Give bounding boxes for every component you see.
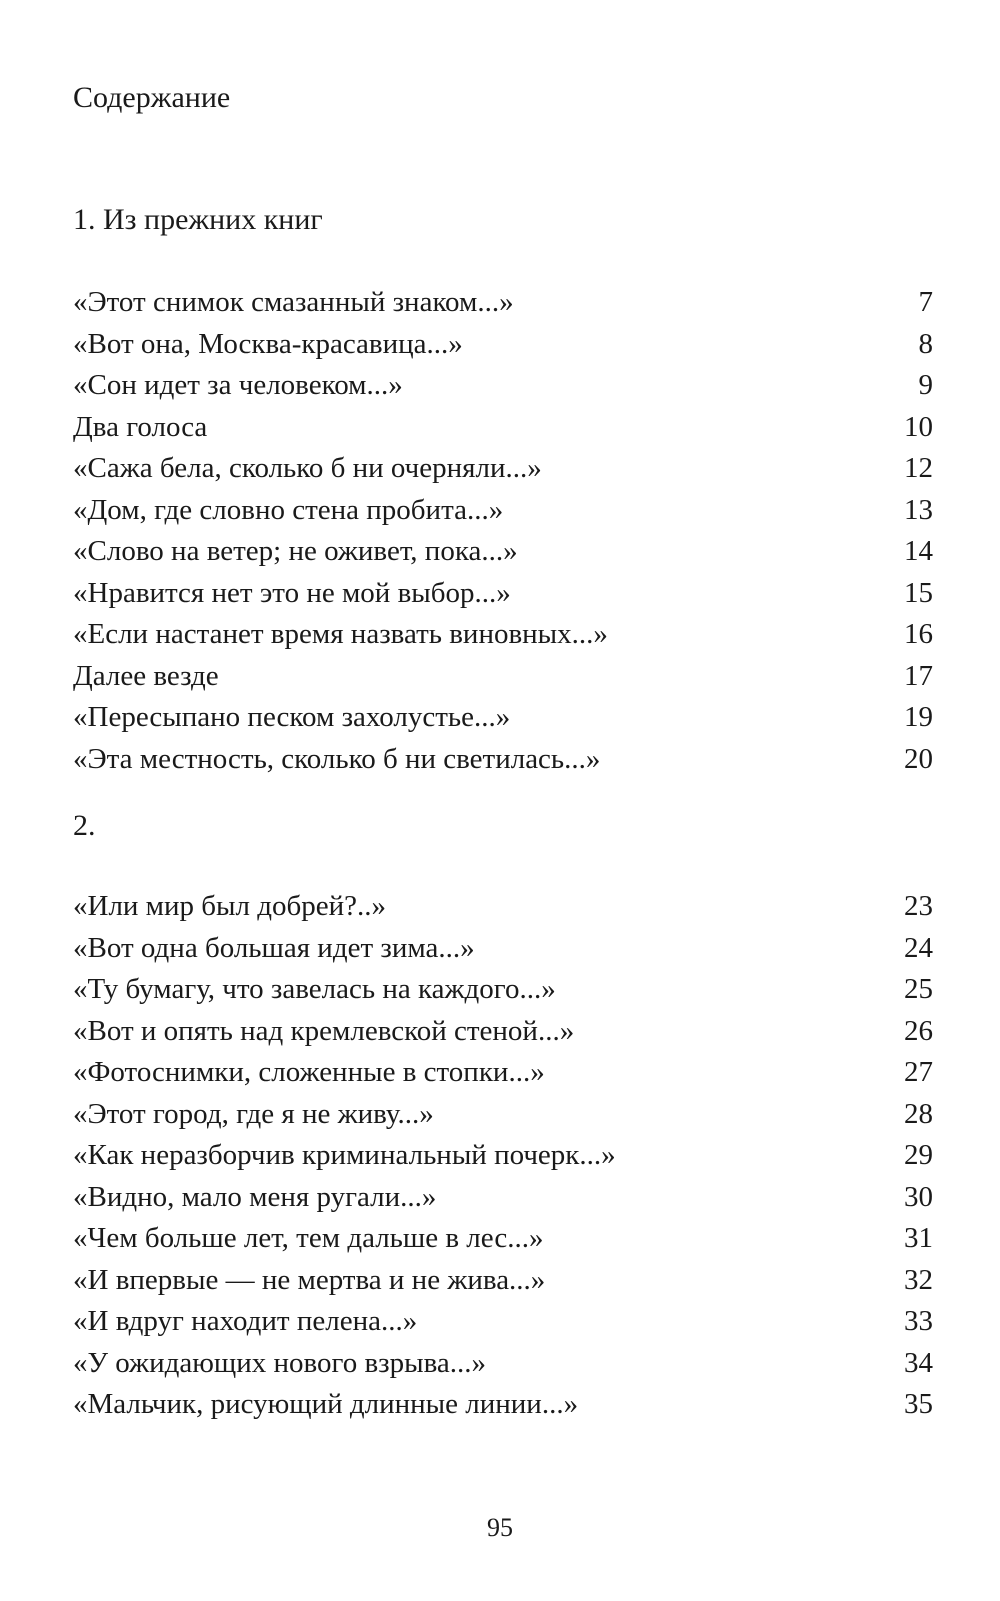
toc-entry-title: «Этот город, где я не живу...» bbox=[73, 1097, 434, 1130]
toc-entry-page: 23 bbox=[904, 890, 933, 922]
toc-entry-page: 15 bbox=[904, 576, 933, 609]
toc-entry bbox=[73, 886, 933, 928]
toc-entry bbox=[73, 928, 933, 970]
toc-entry-title: «И впервые — не мертва и не жива...» bbox=[73, 1263, 546, 1296]
toc-entry-page: 26 bbox=[904, 1014, 933, 1047]
toc-entry bbox=[73, 969, 933, 1011]
toc-entry bbox=[73, 739, 933, 781]
toc-entry-page: 8 bbox=[918, 327, 933, 360]
toc-entry bbox=[73, 1384, 933, 1426]
toc-entry bbox=[73, 614, 933, 656]
toc-entry bbox=[73, 1343, 933, 1385]
section-heading: 1. Из прежних книг bbox=[73, 203, 323, 236]
toc-entry bbox=[73, 1218, 933, 1260]
toc-entry bbox=[73, 697, 933, 739]
toc-entry bbox=[73, 1177, 933, 1219]
toc-entry-page: 28 bbox=[904, 1097, 933, 1130]
toc-entry bbox=[73, 490, 933, 532]
toc-entry-title: «Этот снимок смазанный знаком...» bbox=[73, 286, 514, 318]
toc-entry bbox=[73, 573, 933, 615]
toc-entry bbox=[73, 448, 933, 490]
toc-entry-page: 12 bbox=[904, 452, 933, 484]
toc-entry-page: 34 bbox=[904, 1346, 933, 1379]
section-heading: 2. bbox=[73, 809, 96, 842]
toc-entry bbox=[73, 531, 933, 573]
toc-entry-page: 10 bbox=[904, 410, 933, 443]
toc-entry-title: «Ту бумагу, что завелась на каждого...» bbox=[73, 973, 556, 1005]
toc-entry-page: 9 bbox=[918, 369, 933, 401]
toc-entry-title: «Эта местность, сколько б ни светилась...» bbox=[73, 742, 601, 775]
toc-entry-page: 30 bbox=[904, 1180, 933, 1213]
toc-entry bbox=[73, 324, 933, 366]
toc-entry-title: «И вдруг находит пелена...» bbox=[73, 1305, 418, 1337]
toc-entry-title: «Чем больше лет, тем дальше в лес...» bbox=[73, 1222, 544, 1254]
toc-entry bbox=[73, 1011, 933, 1053]
toc-entry-page: 13 bbox=[904, 493, 933, 526]
toc-entry-page: 17 bbox=[904, 659, 933, 692]
toc-entry bbox=[73, 407, 933, 449]
toc-entry-title: «Сон идет за человеком...» bbox=[73, 369, 403, 401]
toc-entry bbox=[73, 1052, 933, 1094]
toc-list bbox=[73, 282, 933, 780]
toc-entry-title: Два голоса bbox=[73, 410, 208, 443]
toc-entry-title: «Видно, мало меня ругали...» bbox=[73, 1180, 437, 1213]
page-title: Содержание bbox=[73, 81, 231, 114]
toc-entry-page: 33 bbox=[904, 1305, 933, 1337]
toc-entry-title: «Слово на ветер; не оживет, пока...» bbox=[73, 535, 518, 567]
toc-entry-title: «Пересыпано песком захолустье...» bbox=[73, 701, 511, 733]
toc-entry-page: 24 bbox=[904, 931, 933, 964]
toc-entry-title: «Дом, где словно стена пробита...» bbox=[73, 493, 504, 526]
toc-entry-title: «Мальчик, рисующий длинные линии...» bbox=[73, 1388, 579, 1420]
toc-entry-page: 31 bbox=[904, 1222, 933, 1254]
toc-entry-page: 14 bbox=[904, 535, 933, 567]
book-page bbox=[73, 0, 933, 1601]
toc-entry-title: «Как неразборчив криминальный почерк...» bbox=[73, 1139, 616, 1171]
toc-entry bbox=[73, 1301, 933, 1343]
toc-entry-page: 20 bbox=[904, 742, 933, 775]
toc-entry-title: «Или мир был добрей?..» bbox=[73, 890, 387, 922]
toc-entry-title: «Если настанет время назвать виновных...» bbox=[73, 618, 608, 650]
toc-entry bbox=[73, 656, 933, 698]
toc-entry bbox=[73, 1260, 933, 1302]
toc-entry-title: «Вот одна большая идет зима...» bbox=[73, 931, 475, 964]
page-number: 95 bbox=[487, 1513, 513, 1542]
toc-entry-page: 19 bbox=[904, 701, 933, 733]
toc-entry-page: 7 bbox=[918, 286, 933, 318]
toc-entry-title: «Вот и опять над кремлевской стеной...» bbox=[73, 1014, 575, 1047]
toc-entry-title: «Сажа бела, сколько б ни очерняли...» bbox=[73, 452, 542, 484]
toc-entry-title: «Фотоснимки, сложенные в стопки...» bbox=[73, 1056, 545, 1088]
toc-entry-page: 35 bbox=[904, 1388, 933, 1420]
toc-entry-page: 25 bbox=[904, 973, 933, 1005]
toc-entry-title: Далее везде bbox=[73, 659, 219, 692]
toc-entry-page: 32 bbox=[904, 1263, 933, 1296]
toc-entry-page: 27 bbox=[904, 1056, 933, 1088]
toc-list bbox=[73, 886, 933, 1426]
toc-entry-title: «Нравится нет это не мой выбор...» bbox=[73, 576, 511, 609]
toc-entry-title: «Вот она, Москва-красавица...» bbox=[73, 327, 463, 360]
toc-entry bbox=[73, 1135, 933, 1177]
toc-entry bbox=[73, 1094, 933, 1136]
toc-entry bbox=[73, 365, 933, 407]
toc-entry bbox=[73, 282, 933, 324]
toc-entry-page: 16 bbox=[904, 618, 933, 650]
toc-entry-page: 29 bbox=[904, 1139, 933, 1171]
toc-entry-title: «У ожидающих нового взрыва...» bbox=[73, 1346, 487, 1379]
